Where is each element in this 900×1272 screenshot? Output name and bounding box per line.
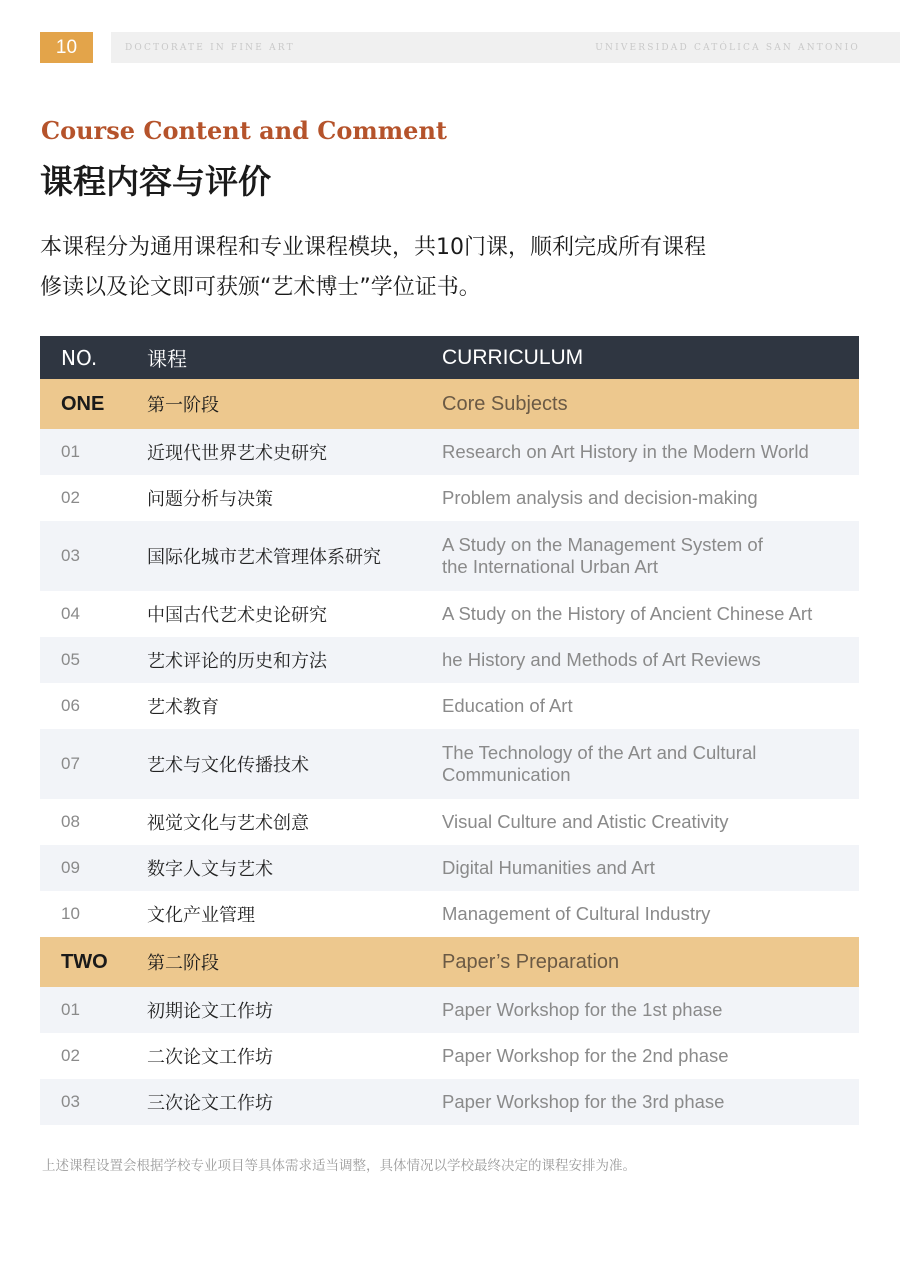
- course-name-en: [442, 487, 859, 509]
- course-number: 04: [61, 604, 80, 623]
- course-name-zh: 三次论文工作坊: [147, 1093, 273, 1114]
- course-number: 09: [61, 858, 80, 877]
- table-row: [40, 987, 859, 1033]
- course-name-zh: 国际化城市艺术管理体系研究: [147, 547, 381, 568]
- course-name-en: [442, 649, 859, 671]
- section-row: [40, 937, 859, 987]
- course-name-en-line: he History and Methods of Art Reviews: [442, 649, 761, 670]
- header-course-zh: 课程: [147, 347, 187, 371]
- course-number: 06: [61, 696, 80, 715]
- course-name-zh: 文化产业管理: [147, 905, 255, 926]
- course-name-en-line: Problem analysis and decision-making: [442, 487, 758, 508]
- header-curriculum: CURRICULUM: [442, 345, 584, 369]
- course-name-zh: 艺术与文化传播技术: [147, 755, 309, 776]
- intro-paragraph: [40, 228, 830, 308]
- table-row: [40, 1079, 859, 1125]
- section-title-zh: 课程内容与评价: [40, 162, 271, 201]
- section-no: TWO: [61, 950, 108, 973]
- header-no: NO.: [61, 345, 98, 370]
- section-title-en: Course Content and Comment: [41, 116, 447, 145]
- course-number: 10: [61, 904, 80, 923]
- page-number: 10: [40, 32, 93, 63]
- table-row: [40, 637, 859, 683]
- table-row: [40, 429, 859, 475]
- course-name-zh: 中国古代艺术史论研究: [147, 605, 327, 626]
- curriculum-table: [40, 336, 859, 1125]
- course-name-zh: 艺术教育: [147, 697, 219, 718]
- course-name-en: [442, 603, 859, 625]
- course-name-zh: 二次论文工作坊: [147, 1047, 273, 1068]
- intro-line: 修读以及论文即可获颁“艺术博士”学位证书。: [40, 275, 481, 300]
- table-row: [40, 591, 859, 637]
- course-name-en-line: Paper Workshop for the 2nd phase: [442, 1045, 729, 1066]
- course-name-en: [442, 811, 859, 833]
- course-name-zh: 近现代世界艺术史研究: [147, 443, 327, 464]
- course-name-en-line: Communication: [442, 764, 571, 785]
- section-title-en: Paper’s Preparation: [442, 950, 620, 973]
- course-name-en-line: Education of Art: [442, 695, 573, 716]
- table-header-row: [40, 336, 859, 379]
- course-number: 05: [61, 650, 80, 669]
- header-right-text: UNIVERSIDAD CATÓLICA SAN ANTONIO: [595, 42, 860, 53]
- course-number: 03: [61, 546, 80, 565]
- running-header: [111, 32, 900, 63]
- course-name-zh: 问题分析与决策: [147, 489, 273, 510]
- course-name-en-line: Digital Humanities and Art: [442, 857, 655, 878]
- intro-line: 本课程分为通用课程和专业课程模块，共10门课，顺利完成所有课程: [40, 235, 706, 260]
- table-row: [40, 799, 859, 845]
- course-name-en-line: Management of Cultural Industry: [442, 903, 711, 924]
- course-name-en: [442, 534, 859, 578]
- section-title-zh: 第一阶段: [147, 395, 219, 416]
- course-number: 08: [61, 812, 80, 831]
- course-name-en: [442, 742, 859, 786]
- course-number: 02: [61, 488, 80, 507]
- course-name-en: [442, 1045, 859, 1067]
- table-row: [40, 475, 859, 521]
- table-row: [40, 683, 859, 729]
- table-row: [40, 729, 859, 799]
- course-name-zh: 初期论文工作坊: [147, 1001, 273, 1022]
- section-title-en: Core Subjects: [442, 392, 568, 415]
- course-name-en: [442, 695, 859, 717]
- section-title-zh: 第二阶段: [147, 953, 219, 974]
- course-name-en: [442, 903, 859, 925]
- course-number: 02: [61, 1046, 80, 1065]
- section-no: ONE: [61, 392, 105, 415]
- course-name-en-line: Paper Workshop for the 3rd phase: [442, 1091, 725, 1112]
- table-row: [40, 891, 859, 937]
- course-number: 01: [61, 442, 80, 461]
- course-name-en: [442, 1091, 859, 1113]
- table-row: [40, 521, 859, 591]
- course-name-en-line: the International Urban Art: [442, 556, 658, 577]
- course-name-zh: 数字人文与艺术: [147, 859, 273, 880]
- course-name-zh: 视觉文化与艺术创意: [147, 813, 309, 834]
- table-row: [40, 845, 859, 891]
- table-body: [40, 379, 859, 1125]
- table-row: [40, 1033, 859, 1079]
- course-name-en: [442, 441, 859, 463]
- course-number: 01: [61, 1000, 80, 1019]
- course-name-zh: 艺术评论的历史和方法: [147, 651, 327, 672]
- section-row: [40, 379, 859, 429]
- course-name-en: [442, 857, 859, 879]
- course-number: 07: [61, 754, 80, 773]
- course-name-en-line: A Study on the Management System of: [442, 534, 763, 555]
- footnote: 上述课程设置会根据学校专业项目等具体需求适当调整，具体情况以学校最终决定的课程安排为准。: [42, 1158, 636, 1174]
- course-name-en: [442, 999, 859, 1021]
- course-name-en-line: Visual Culture and Atistic Creativity: [442, 811, 729, 832]
- course-name-en-line: Paper Workshop for the 1st phase: [442, 999, 723, 1020]
- course-name-en-line: A Study on the History of Ancient Chinese Art: [442, 603, 813, 624]
- header-left-text: DOCTORATE IN FINE ART: [125, 42, 295, 53]
- course-number: 03: [61, 1092, 80, 1111]
- course-name-en-line: Research on Art History in the Modern World: [442, 441, 809, 462]
- course-name-en-line: The Technology of the Art and Cultural: [442, 742, 757, 763]
